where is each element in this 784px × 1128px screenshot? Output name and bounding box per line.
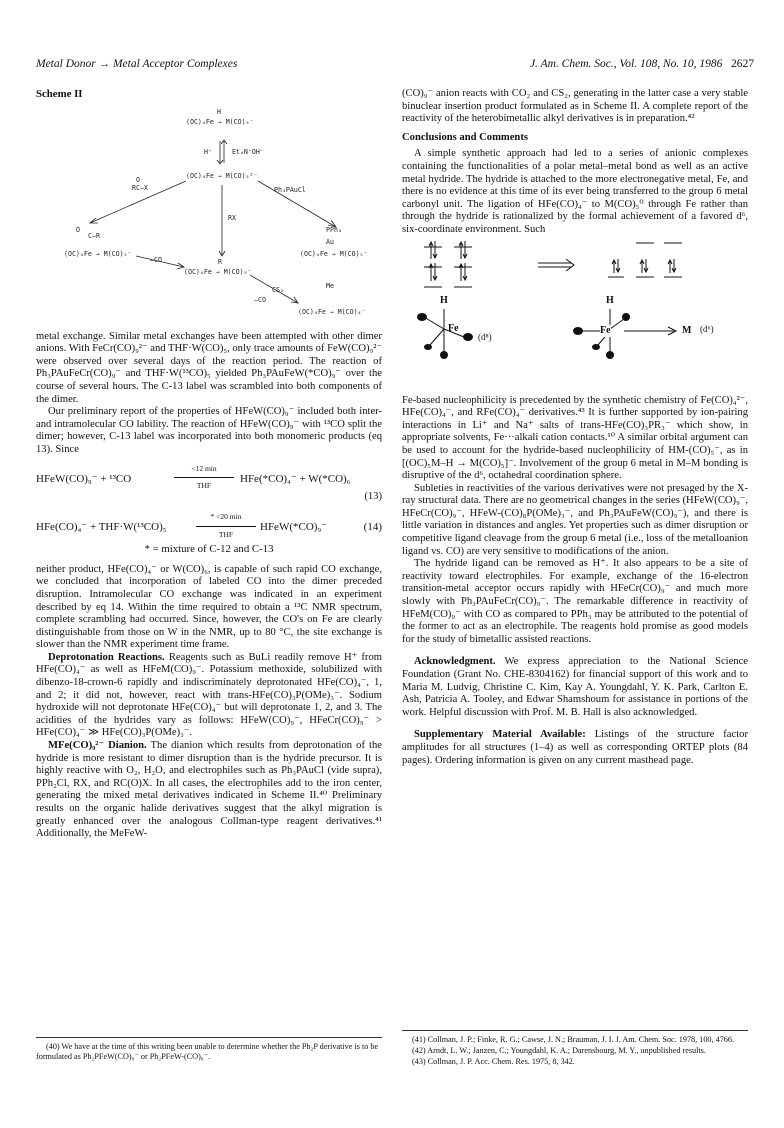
scheme-minus-co2: –CO (254, 295, 266, 304)
scheme-au: Au (326, 237, 334, 246)
right-paragraph-3: Fe-based nucleophilicity is precedented by the synthetic chemistry of Fe(CO)₄²⁻, HFe(CO)₄⁻, and RFe(CO)₄⁻ derivatives.⁴³ It is further supported by ion-pairing interactions in Li⁺ and Na⁺ salts of trans-HFe(CO)₃PR₃⁻ which show, in appropriate solvents, Fe···alkali cation contacts.¹⁰ A similar orbital argument can be used to account for the hydride-based nucleophilicity of HM-(CO)₅⁻, as in [(OC)₅M–H → M(CO)₅]⁻. Involvement of the group 6 metal in M–M bonding is disruptive of the d⁶, octahedral coordination sphere. (402, 394, 748, 482)
scheme-rx: RX (228, 213, 236, 222)
ack-text: We express appreciation to the National Science Foundation (Grant No. CHE-8304162) for financial support of this work and to Maria M. Ludvig, Christine C. Kim, Kay A. Youngdahl, Y. K. Park, Carlton E. Ash, Patricia A. Tooley, and Edwar Shamshoum for assistance in portions of the work. Helpful discussion with Prof. M. B. Hall is also acknowledged. (402, 656, 748, 718)
scheme-rcx: RC–X (132, 183, 148, 192)
eq14-below: THF (218, 529, 234, 539)
eq13-arrow (174, 463, 234, 493)
left-column (36, 88, 382, 841)
scheme-diagram (36, 103, 382, 325)
conclusions-heading: Conclusions and Comments (402, 131, 528, 143)
scheme-title: Scheme II (36, 88, 83, 100)
page-number: 2627 (731, 58, 754, 70)
right-paragraph-2: A simple synthetic approach had led to a series of anionic complexes containing the functionalities of a polar metal–metal bond as well as an active metal hydride. The hydride is attached to the more electronegative metal, Fe, and there is no evidence at this time of its ever being transferred to the group 6 metal carbonyl unit. The ligation of HFe(CO)₄⁻ to M(CO)₅⁰ through Fe rather than through the hydride is rationalized by the formal achievement of a favored d⁶, six-coordinate environment. Such (402, 148, 748, 235)
journal-name: J. Am. Chem. Soc. (529, 58, 614, 70)
right-paragraph-5: The hydride ligand can be removed as H⁺. It also appears to be a site of reactivity toward electrophiles. For example, exchange of the 16-electron transition-metal acceptor occurs rapidly with HFeCr(CO)₉⁻ and much more slowly with Ph₃PAuFeCr(CO)₉⁻. The remarkable difference in reactivity of HFeM(CO)₉⁻ with CO as compared to PPh₃ may be attributed to the potential of the former to act as an electrophile. The reagents hold promise as good models for the study of bimetallic assisted reactions. (402, 558, 748, 645)
supplementary-material (402, 729, 748, 767)
orb-d6: (d⁶) (700, 323, 714, 334)
orb-fe1: Fe (448, 322, 459, 334)
footnote-40: (40) We have at the time of this writing been unable to determine whether the Ph₂P derivative is to be formulated as Ph₂PFeW(CO)₉⁻ or Ph₂PFeW-(CO)₈⁻. (36, 1042, 379, 1061)
orbital-svg (402, 239, 748, 389)
supp-text: Listings of the structure factor amplitudes for all structures (1–4) as well as corresponding ORTEP plots (84 pages). Ordering information is given on any current masthead page. (402, 729, 748, 766)
scheme-alkyl-complex: (OC)₄Fe → M(CO)₅⁻ (184, 267, 252, 276)
right-column (402, 88, 748, 767)
scheme-acyl-o: O (76, 225, 80, 234)
deprotonation-text: Reagents such as BuLi readily remove H⁺ from HFe(CO)₄⁻ as well as HFeM(CO)₉⁻. Potassium methoxide, solubilized with dibenzo-18-crown-6 rapidly and indiscriminately deprotonated HFe(CO)₄⁻, 1, and 2; it did not, however, react with trans-HFe(CO)₃P(OMe)₃⁻. Sodium hydroxide will not deprotonate HFe(CO)₄⁻ but will deprotonate 1, 2, and 3. The acidities of the hydrides vary as follows: HFeW(CO)₉⁻, HFeCr(CO)₉⁻ > HFe(CO)₄⁻ ≫ HFe(CO)₃P(OMe)₃⁻. (36, 651, 382, 739)
eq14-arrow (196, 511, 256, 541)
scheme-ph3paucl: Ph₃PAuCl (274, 185, 306, 194)
left-paragraph-4 (36, 652, 382, 740)
deprotonation-heading: Deprotonation Reactions. (48, 651, 165, 663)
orb-d8: (d⁸) (478, 331, 492, 342)
left-paragraph-2: Our preliminary report of the properties of HFeW(CO)₉⁻ included both inter- and intramolecular CO lability. The reaction of HFeW(CO)₉⁻ with ¹³CO split the dimer; however, C-13 label was incorporated into both monomeric products (eq 13). Since (36, 406, 382, 455)
scheme-pph3: PPh₃ (326, 225, 342, 234)
scheme-acyl-complex: (OC)₄Fe → M(CO)₅⁻ (64, 249, 132, 258)
equation-13 (36, 463, 382, 493)
scheme-cs2: CS₂ (272, 285, 284, 294)
scheme-dianion: (OC)₄Fe → M(CO)₅²⁻ (186, 171, 258, 180)
left-paragraph-3: neither product, HFe(CO)₄⁻ or W(CO)₆, is capable of such rapid CO exchange, we concluded that incorporation of labeled CO into the dimer preceded disruption. Intramolecular CO exchange was indicated in an experiment described by eq 14. Within the time required to obtain a ¹³C NMR spectrum, complete scrambling had occurred. Since, however, the CO's on Fe are clearly distinguishable from those on W in the NMR, up to 80 °C, the site exchange is slower than the NMR experiment time frame. (36, 563, 382, 651)
left-paragraph-1: metal exchange. Similar metal exchanges have been attempted with other dimer anions. With FeCr(CO)₉²⁻ and THF·W(CO)₅, only trace amounts of FeW(CO)₉²⁻ were observed over several days of the reaction period. The reaction of Ph₃PAuFeCr(CO)₉⁻ and THF·W(¹³CO)₅ yielded Ph₃PAuFeW(*CO)₉⁻ over the course of several hours. The C-13 label was scrambled into both components of the dimer. (36, 330, 382, 405)
supp-heading: Supplementary Material Available: (414, 729, 586, 741)
eq13-lhs: HFeW(CO)₉⁻ + ¹³CO (36, 472, 132, 485)
orb-h1: H (440, 294, 448, 306)
acknowledgment (402, 656, 748, 719)
footnotes-right (402, 1030, 748, 1068)
footnote-left (36, 1037, 382, 1063)
dianion-text: The dianion which results from deprotonation of the hydride is more resistant to dimer disruption than is the hydride precursor. It is highly reactive with O₂, H₂O, and electrophiles such as Ph₃PAuCl (vide supra), PPh₂Cl, RX, and RC(O)X. In all cases, the electrophiles add to the iron center, generating the mixed metal derivatives indicated in Scheme II.⁴⁰ Preliminary results on the organic halide derivatives suggest that the alkyl migration is greatly enhanced over the analogous Collman-type reagent derivatives.⁴¹ Additionally, the MeFeW- (36, 740, 382, 840)
orb-h2: H (606, 294, 614, 306)
orb-m: M (682, 324, 692, 336)
scheme-minus-co: –CO (150, 255, 162, 264)
right-paragraph-4: Subleties in reactivities of the various derivatives were not presaged by the X-ray structural data. There are no geometrical changes in the series (HFeW(CO)₉⁻, HFeCr(CO)₉⁻, HFeW-(CO)₈P(OMe)₃⁻, and Ph₃PAuFeW(CO)₉⁻), and there is little variation in distances and angles. Yet properties such as dimer disruption or competitive ligand cleavage from the group 6 metal (i.e., loss of the metalloanion ligand vs. CO) are very sensitive to modifications of the anion. (402, 482, 748, 557)
scheme-rcx-o: O (136, 175, 140, 184)
scheme-cs-complex: (OC)₄Fe → M(CO)₄⁻ (298, 307, 366, 316)
scheme-au-complex: (OC)₄Fe → M(CO)₅⁻ (300, 249, 368, 258)
dianion-heading: MFe(CO)₉²⁻ Dianion. (48, 740, 147, 752)
footnote-41: (41) Collman, J. P.; Finke, R. G.; Cawse, J. N.; Brauman, J. I. J. Am. Chem. Soc. 1978, 100, 4766. (412, 1035, 735, 1044)
scheme-h-plus: H⁺ (204, 147, 212, 156)
eq14-lhs: HFe(CO)₄⁻ + THF·W(¹³CO)₅ (36, 521, 167, 534)
scheme-top-complex: (OC)₄Fe → M(CO)₅⁻ (186, 117, 254, 126)
scheme-acyl-r: C–R (88, 231, 100, 240)
running-header-journal: J. Am. Chem. Soc., Vol. 108, No. 10, 1986 2627 (529, 58, 754, 70)
scheme-me: Me (326, 281, 334, 290)
footnote-42: (42) Arndt, L. W.; Janzen, C.; Youngdahl, K. A.; Darensbourg, M. Y., unpublished results. (412, 1046, 706, 1055)
eq13-number: (13) (364, 490, 382, 502)
eq14-above: * <20 min (210, 512, 242, 522)
orbital-diagram (402, 239, 748, 389)
footnote-43: (43) Collman, J. P. Acc. Chem. Res. 1975, 8, 342. (412, 1057, 575, 1066)
journal-volume: Vol. 108, No. 10, 1986 (619, 58, 723, 70)
scheme-alkyl-r: R (218, 257, 222, 266)
eq14-rhs: HFeW(*CO)₉⁻ (260, 521, 328, 534)
scheme-arrows (36, 103, 382, 325)
orb-fe2: Fe (600, 324, 611, 336)
scheme-et4n: Et₄N⁺OH⁻ (232, 147, 264, 156)
right-paragraph-1: (CO)₉⁻ anion reacts with CO₂ and CS₂, generating in the latter case a very stable binuclear insertion product formulated as in Scheme II. A complete report of the reactivity of the heterobimetallic alkyl derivatives is in preparation.⁴² (402, 88, 748, 125)
left-paragraph-5 (36, 740, 382, 841)
eq14-number: (14) (363, 521, 382, 534)
eq13-above: <12 min (191, 463, 217, 473)
eq13-rhs: HFe(*CO)₄⁻ + W(*CO)₆ (240, 472, 351, 485)
scheme-top-h: H (217, 107, 221, 116)
running-header-title: Metal Donor → Metal Acceptor Complexes (36, 58, 238, 70)
eq13-below: THF (196, 481, 212, 491)
ack-heading: Acknowledgment. (414, 656, 496, 668)
equation-14 (36, 511, 382, 541)
mixture-note: * = mixture of C-12 and C-13 (144, 543, 274, 556)
